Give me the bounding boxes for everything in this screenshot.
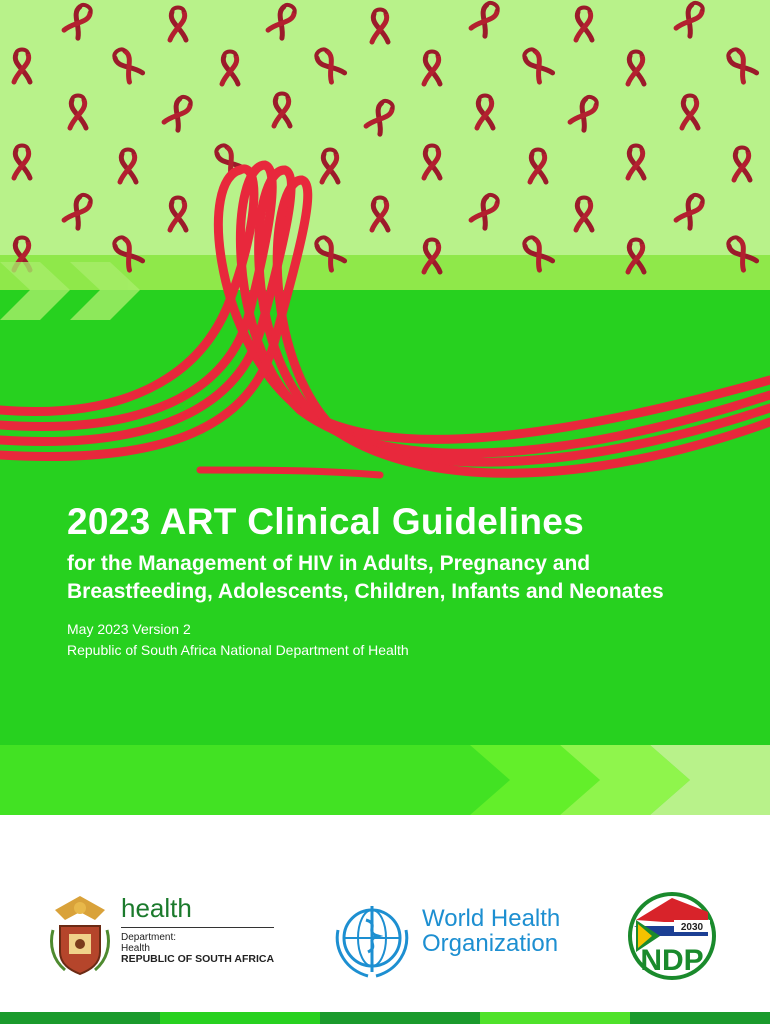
ndp-letters: NDP: [640, 944, 704, 977]
health-wordmark: health: [121, 893, 192, 923]
coat-of-arms-icon: [45, 890, 115, 980]
title-block: [67, 498, 747, 660]
ndp-2030-logo: [624, 892, 720, 980]
bar-segment: [320, 1012, 480, 1024]
bar-segment: [480, 1012, 630, 1024]
version-label: May 2023 Version 2: [67, 621, 191, 637]
who-logo: [330, 900, 575, 980]
who-emblem-icon: [330, 900, 414, 980]
lower-chevron-band: [0, 745, 770, 815]
who-line-2: Organization: [422, 930, 559, 957]
who-wordmark: [422, 906, 560, 956]
chevron-arrows: [0, 262, 140, 320]
health-department-text: [121, 932, 274, 965]
health-department-logo: [45, 890, 280, 980]
logo-strip: [0, 870, 770, 980]
dept-line-2: Health: [121, 943, 150, 954]
bar-segment: [160, 1012, 320, 1024]
document-subtitle: for the Management of HIV in Adults, Pregnancy and Breastfeeding, Adolescents, Children, Infants and Neonates: [67, 552, 664, 603]
ndp-emblem-icon: [624, 892, 720, 980]
dept-line-3: REPUBLIC OF SOUTH AFRICA: [121, 953, 275, 965]
divider: [121, 927, 274, 928]
bar-segment: [0, 1012, 160, 1024]
who-line-1: World Health: [422, 905, 561, 932]
bottom-color-bar: [0, 1012, 770, 1024]
document-title: 2023 ART Clinical Guidelines: [67, 501, 584, 542]
publisher-label: Republic of South Africa National Department of Health: [67, 642, 409, 658]
dept-line-1: Department:: [121, 932, 177, 943]
bar-segment: [630, 1012, 770, 1024]
ndp-year: 2030: [680, 922, 704, 933]
ribbon-pattern: [14, 0, 757, 272]
